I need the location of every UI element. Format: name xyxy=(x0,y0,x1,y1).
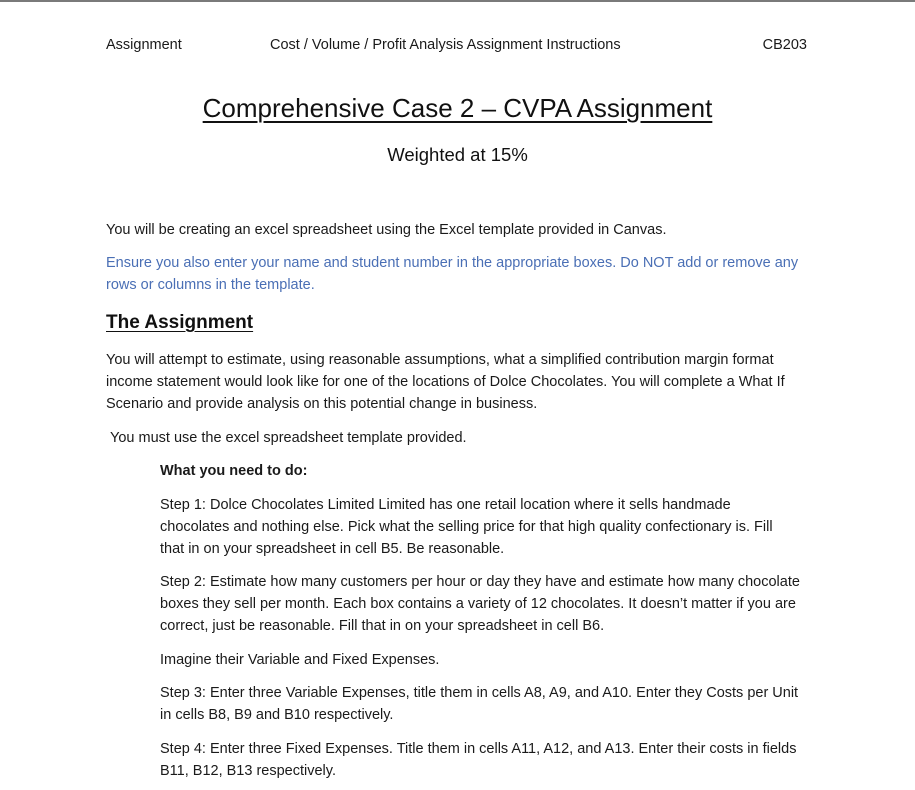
section-heading: The Assignment xyxy=(106,312,254,333)
step-4: Step 4: Enter three Fixed Expenses. Title them in cells A11, A12, and A13. Enter their costs in fields B11, B12, B13 respectively. xyxy=(160,741,797,779)
step-2: Step 2: Estimate how many customers per hour or day they have and estimate how many chocolate boxes they sell per month. Each box contains a variety of 12 chocolates. It doesn’t matter if you are correct, just be reasonable. Fill that in on your spreadsheet in cell B6. xyxy=(160,574,800,634)
imagine-paragraph: Imagine their Variable and Fixed Expenses. xyxy=(160,652,440,668)
intro-paragraph: You will be creating an excel spreadsheet using the Excel template provided in Canvas. xyxy=(106,222,667,238)
document-subtitle: Weighted at 15% xyxy=(387,144,528,165)
step-1: Step 1: Dolce Chocolates Limited Limited has one retail location where it sells handmade chocolates and nothing else. Pick what the selling price for that high quality confectionary is. Fill that in on your spreadsheet in cell B5. Be reasonable. xyxy=(160,497,773,557)
header-center: Cost / Volume / Profit Analysis Assignment Instructions xyxy=(270,37,621,53)
assignment-paragraph: You will attempt to estimate, using reasonable assumptions, what a simplified contribution margin format income statement would look like for one of the locations of Dolce Chocolates. You will complete a What If Scenario and provide analysis on this potential change in business. xyxy=(106,352,785,412)
intro-note: Ensure you also enter your name and student number in the appropriate boxes. Do NOT add or remove any rows or columns in the template. xyxy=(106,255,799,293)
header-left: Assignment xyxy=(106,37,182,53)
document-title: Comprehensive Case 2 – CVPA Assignment xyxy=(202,93,713,123)
steps-heading: What you need to do: xyxy=(160,463,308,479)
must-use-paragraph: You must use the excel spreadsheet template provided. xyxy=(110,430,467,446)
step-3: Step 3: Enter three Variable Expenses, title them in cells A8, A9, and A10. Enter they Costs per Unit in cells B8, B9 and B10 respectively. xyxy=(160,685,799,723)
header-right: CB203 xyxy=(762,37,807,53)
